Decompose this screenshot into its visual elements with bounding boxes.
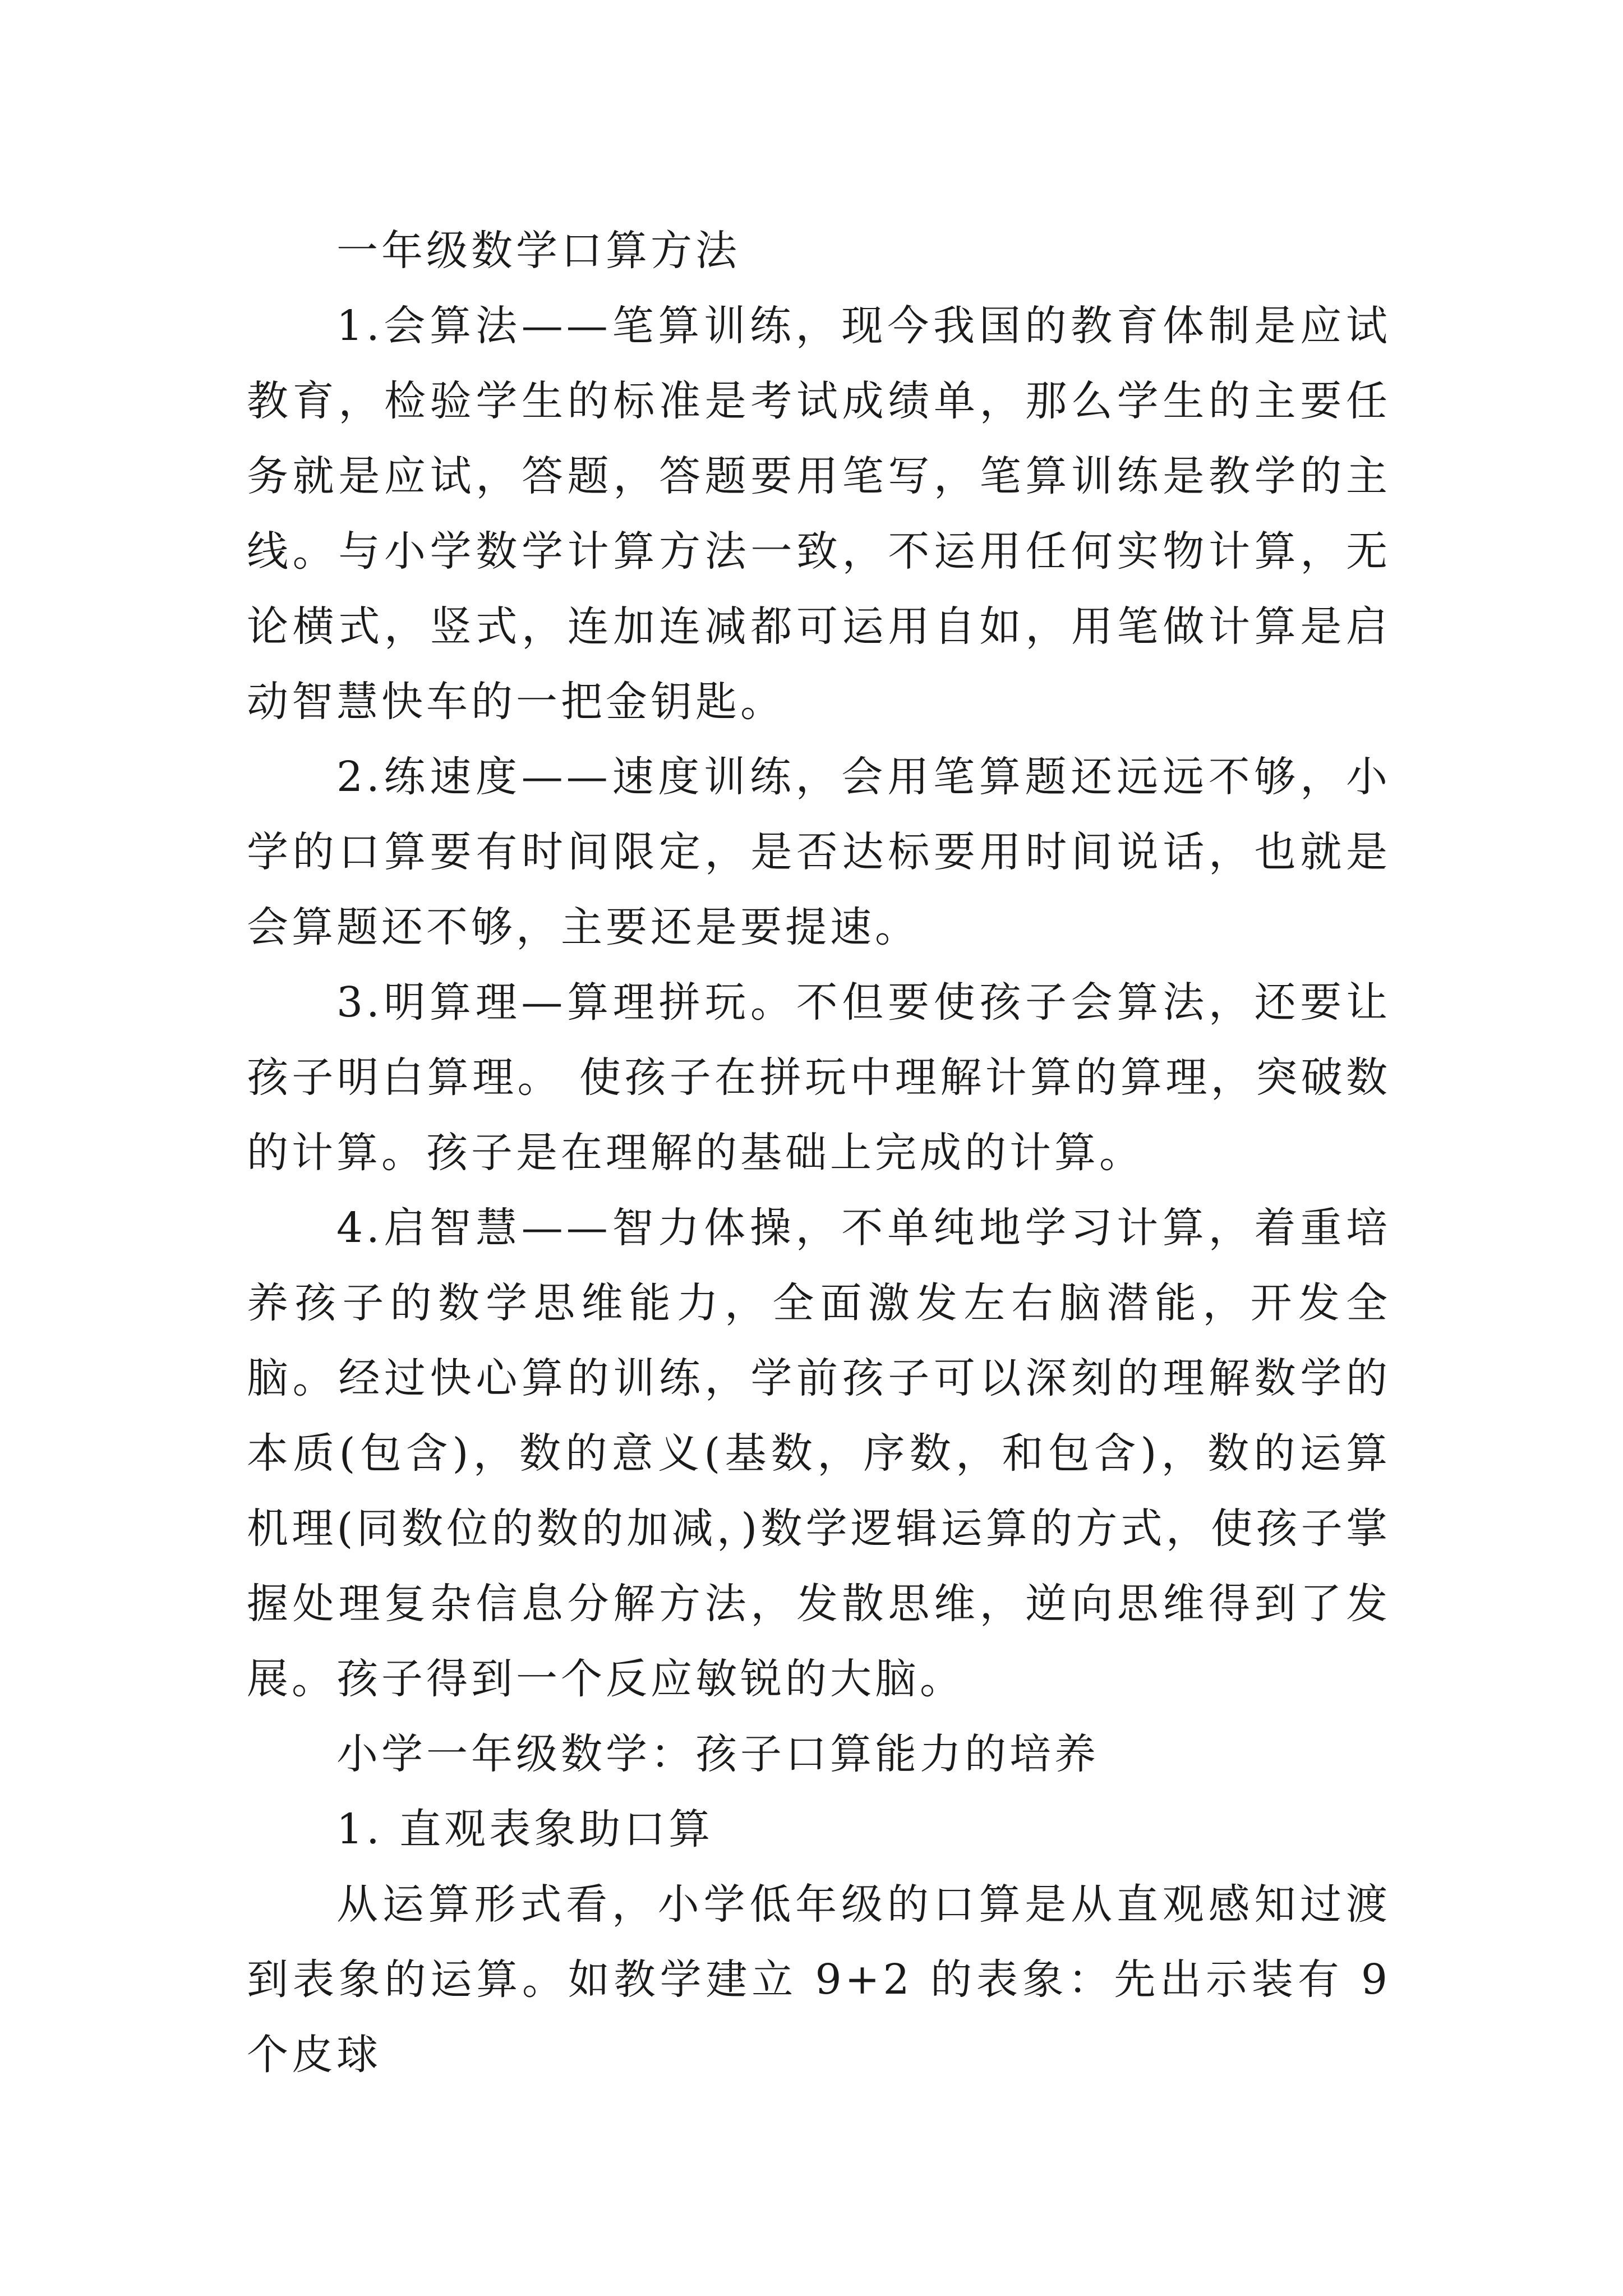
paragraph-method-3: 3.明算理—算理拼玩。不但要使孩子会算法，还要让孩子明白算理。 使孩子在拼玩中理解计算的算理，突破数的计算。孩子是在理解的基础上完成的计算。	[247, 978, 1391, 1177]
section-heading: 小学一年级数学：孩子口算能力的培养	[336, 1730, 1099, 1778]
subheading-1: 1. 直观表象助口算	[336, 1805, 714, 1853]
paragraph-method-1: 1.会算法——笔算训练，现今我国的教育体制是应试教育，检验学生的标准是考试成绩单，那么学生的主要任务就是应试，答题，答题要用笔写，笔算训练是教学的主线。与小学数学计算方法一致，不运用任何实物计算，无论横式，竖式，连加连减都可运用自如，用笔做计算是启动智慧快车的一把金钥匙。	[247, 302, 1391, 726]
paragraph-method-2: 2.练速度——速度训练，会用笔算题还远远不够，小学的口算要有时间限定，是否达标要用时间说话，也就是会算题还不够，主要还是要提速。	[247, 753, 1391, 951]
document-body	[247, 213, 1391, 2092]
document-title: 一年级数学口算方法	[336, 227, 740, 275]
paragraph-method-4: 4.启智慧——智力体操，不单纯地学习计算，着重培养孩子的数学思维能力，全面激发左右脑潜能，开发全脑。经过快心算的训练，学前孩子可以深刻的理解数学的本质(包含)，数的意义(基数，序数，和包含)，数的运算机理(同数位的数的加减，)数学逻辑运算的方式，使孩子掌握处理复杂信息分解方法，发散思维，逆向思维得到了发展。孩子得到一个反应敏锐的大脑。	[247, 1204, 1391, 1703]
paragraph-intro: 从运算形式看，小学低年级的口算是从直观感知过渡到表象的运算。如教学建立 9+2 的表象：先出示装有 9 个皮球	[247, 1880, 1391, 2079]
